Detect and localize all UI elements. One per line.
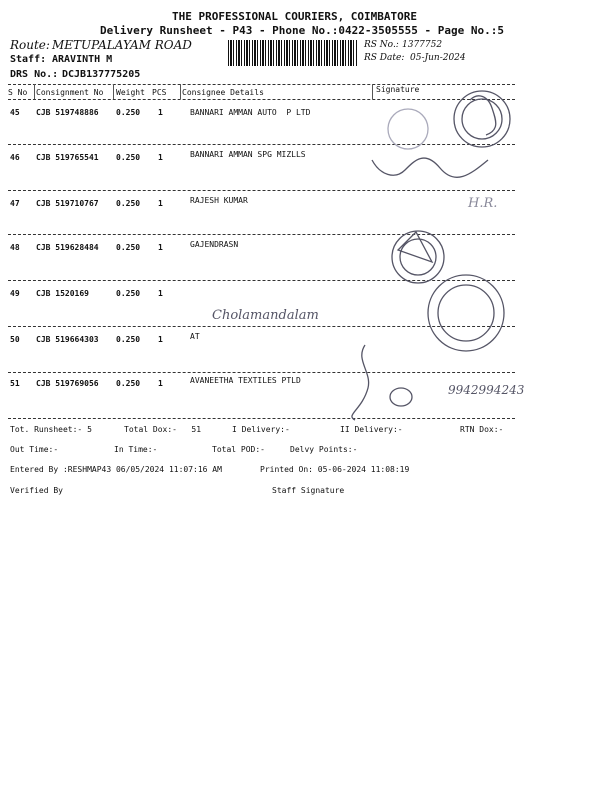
col-sno: S No [8,88,28,97]
total-dox: Total Dox:- 51 [124,425,202,434]
drs-label: DRS No.: [10,69,59,80]
row-weight: 0.250 [116,335,141,344]
handwritten-phone: 9942994243 [448,383,525,397]
row-pcs: 1 [158,199,163,208]
row-sno: 49 [10,289,20,298]
handwritten-hr: H.R. [468,196,498,211]
entered-by: Entered By :RESHMAP43 06/05/2024 11:07:16 AM [10,465,222,474]
route-label: Route: [10,38,50,52]
row-sno: 50 [10,335,20,344]
row-consignment: CJB 519769056 [36,379,99,388]
staff-signature: Staff Signature [272,486,345,495]
row-consignment: CJB 519748886 [36,108,99,117]
in-time: In Time:- [114,445,158,454]
row-pcs: 1 [158,108,163,117]
route-value: METUPALAYAM ROAD [52,38,192,52]
verified-by: Verified By [10,486,63,495]
row-consignee: RAJESH KUMAR [190,196,248,205]
i-delivery: I Delivery:- [232,425,290,434]
row-weight: 0.250 [116,153,141,162]
row-consignee: BANNARI AMMAN AUTO P LTD [190,108,311,117]
total-pod: Total POD:- [212,445,265,454]
row-pcs: 1 [158,289,163,298]
printed-on: Printed On: 05-06-2024 11:08:19 [260,465,410,474]
rtn-dox: RTN Dox:- [460,425,504,434]
company-name: THE PROFESSIONAL COURIERS, COIMBATORE [172,10,418,23]
drs-value: DCJB137775205 [62,69,141,80]
row-consignment: CJB 519765541 [36,153,99,162]
row-consignment: CJB 519710767 [36,199,99,208]
col-consignment: Consignment No [36,88,104,97]
row-sno: 47 [10,199,20,208]
initials-circle [390,388,412,406]
row-weight: 0.250 [116,379,141,388]
row-consignee: BANNARI AMMAN SPG MIZLLS [190,150,306,159]
row-consignment: CJB 1520169 [36,289,89,298]
row-consignment: CJB 519664303 [36,335,99,344]
row-pcs: 1 [158,379,163,388]
row-pcs: 1 [158,153,163,162]
row-sno: 48 [10,243,20,252]
scribble-signature [372,158,488,177]
rs-date-value: 05-Jun-2024 [410,53,466,63]
col-weight: Weight [116,88,145,97]
row-consignee: GAJENDRASN [190,240,239,249]
row-sno: 51 [10,379,20,388]
handwritten-cholamandalam: Cholamandalam [212,308,319,323]
staff-label: Staff: [10,54,47,65]
row-consignee: AVANEETHA TEXTILES PTLD [190,376,301,385]
row-sno: 46 [10,153,20,162]
row-weight: 0.250 [116,108,141,117]
runsheet-title: Delivery Runsheet - P43 - Phone No.:0422-3505555 - Page No.:5 [100,24,504,37]
row-weight: 0.250 [116,289,141,298]
tot-runsheet: Tot. Runsheet:- 5 [10,425,92,434]
col-consignee: Consignee Details [182,88,264,97]
row-consignee: AT [190,332,200,341]
ii-delivery: II Delivery:- [340,425,403,434]
company-seal-inner [462,99,502,139]
staff-value: ARAVINTH M [52,54,113,65]
row-weight: 0.250 [116,199,141,208]
finance-seal-inner [438,285,494,341]
row-pcs: 1 [158,243,163,252]
row-weight: 0.250 [116,243,141,252]
faded-seal [388,109,428,149]
delvy-points: Delvy Points:- [290,445,358,454]
col-pcs: PCS [152,88,167,97]
row-sno: 45 [10,108,20,117]
row-pcs: 1 [158,335,163,344]
long-signature [352,345,369,420]
col-signature: Signature [376,85,420,94]
rs-date-label: RS Date: [364,53,405,63]
rs-no-label: RS No.: [364,40,399,50]
out-time: Out Time:- [10,445,59,454]
rs-no-value: 1377752 [402,40,443,50]
finance-seal [428,275,504,351]
row-consignment: CJB 519628484 [36,243,99,252]
